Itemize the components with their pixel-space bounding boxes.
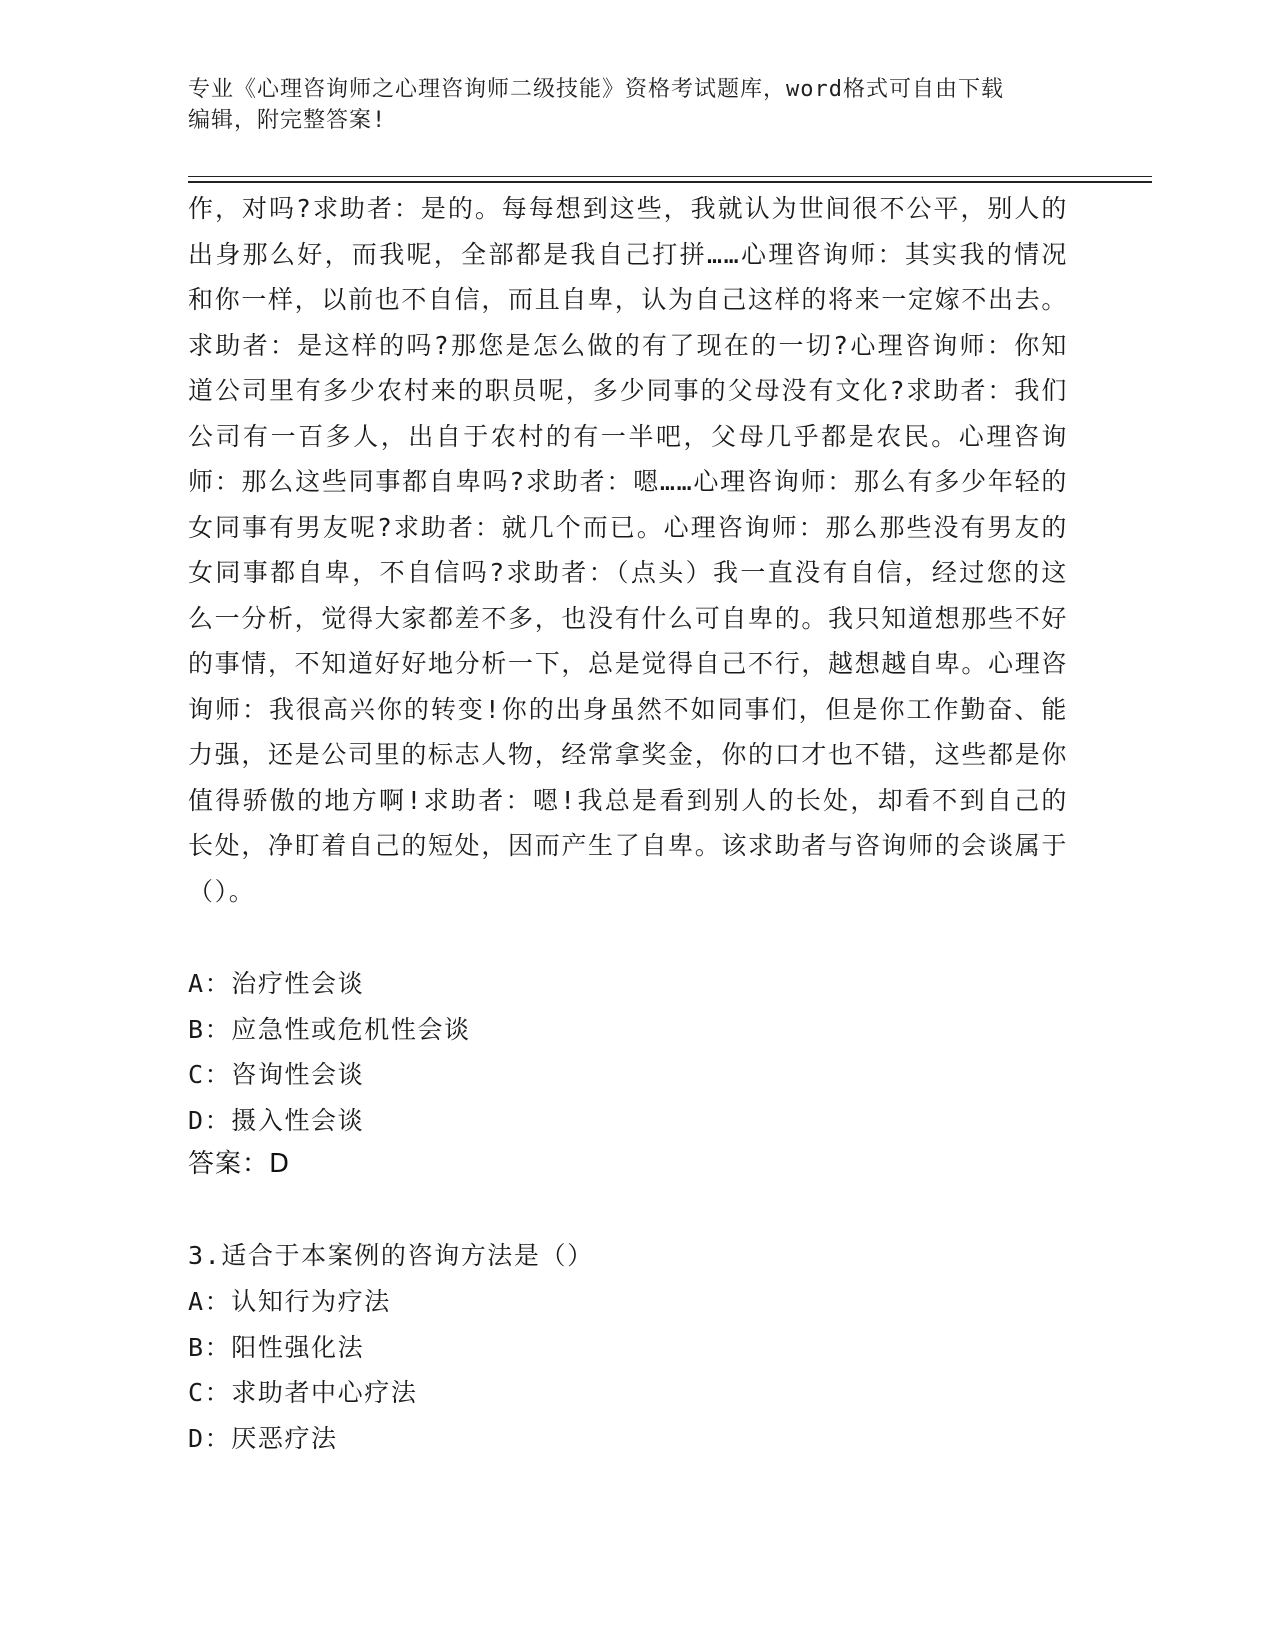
option-b: B：应急性或危机性会谈 (188, 1014, 471, 1044)
option-a: A：认知行为疗法 (188, 1287, 391, 1316)
option-d: D：摄入性会谈 (188, 1105, 365, 1135)
option-c: C：求助者中心疗法 (188, 1378, 418, 1407)
option-a: A：治疗性会谈 (188, 969, 365, 998)
header-divider-thick (188, 181, 1152, 183)
header-divider-thin (188, 176, 1152, 177)
question-3-options (188, 1279, 788, 1461)
answer-label: 答案：D (188, 1149, 291, 1179)
case-passage: 作，对吗?求助者：是的。每每想到这些，我就认为世间很不公平，别人的出身那么好，而我呢，全部都是我自己打拼……心理咨询师：其实我的情况和你一样，以前也不自信，而且自卑，认为自己这样的将来一定嫁不出去。求助者：是这样的吗?那您是怎么做的有了现在的一切?心理咨询师：你知道公司里有多少农村来的职员呢，多少同事的父母没有文化?求助者：我们公司有一百多人，出自于农村的有一半吧，父母几乎都是农民。心理咨询师：那么这些同事都自卑吗?求助者：嗯……心理咨询师：那么有多少年轻的女同事有男友呢?求助者：就几个而已。心理咨询师：那么那些没有男友的女同事都自卑，不自信吗?求助者：（点头）我一直没有自信，经过您的这么一分析，觉得大家都差不多，也没有什么可自卑的。我只知道想那些不好的事情，不知道好好地分析一下，总是觉得自己不行，越想越自卑。心理咨询师：我很高兴你的转变!你的出身虽然不如同事们，但是你工作勤奋、能力强，还是公司里的标志人物，经常拿奖金，你的口才也不错，这些都是你值得骄傲的地方啊!求助者：嗯!我总是看到别人的长处，却看不到自己的长处，净盯着自己的短处，因而产生了自卑。该求助者与咨询师的会谈属于（）。 (188, 194, 1068, 906)
option-d: D：厌恶疗法 (188, 1423, 338, 1453)
header-line-1: 专业《心理咨询师之心理咨询师二级技能》资格考试题库，word格式可自由下载 (188, 77, 1004, 102)
option-c: C：咨询性会谈 (188, 1060, 365, 1089)
header-line-2: 编辑，附完整答案! (188, 108, 387, 133)
option-b: B：阳性强化法 (188, 1332, 365, 1362)
page-header (188, 74, 1068, 136)
question-3-text: 3.适合于本案例的咨询方法是（） (188, 1241, 594, 1270)
question-2-options (188, 961, 788, 1143)
